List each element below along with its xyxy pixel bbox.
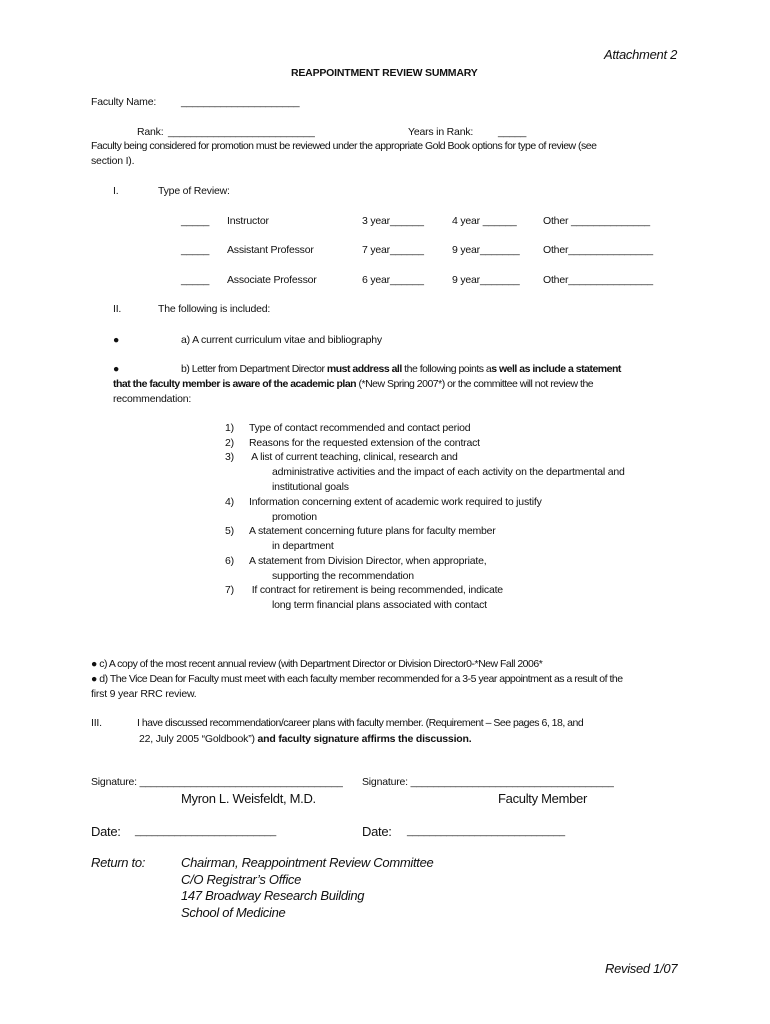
- point-text: in department: [272, 540, 334, 552]
- point-number: 2): [225, 437, 234, 449]
- review-option-other[interactable]: Other ______________: [543, 215, 650, 227]
- item-b-text: b) Letter from Department Director: [181, 363, 327, 375]
- review-check-field[interactable]: _____: [181, 274, 210, 286]
- revision-label: Revised 1/07: [605, 961, 678, 976]
- section-3-line-2: [139, 733, 471, 745]
- point-text: institutional goals: [272, 481, 349, 493]
- signature-label: Signature:: [91, 776, 137, 788]
- point-number: 6): [225, 555, 234, 567]
- review-option-2[interactable]: 4 year ______: [452, 215, 517, 227]
- date-field-left[interactable]: _________________________: [135, 825, 276, 837]
- point-text: Reasons for the requested extension of the contract: [249, 437, 480, 449]
- signer-name-right: Faculty Member: [498, 791, 587, 806]
- review-option-1[interactable]: 7 year______: [362, 244, 424, 256]
- point-text: Information concerning extent of academic work required to justify: [249, 496, 542, 508]
- signature-field-left[interactable]: ____________________________________: [139, 776, 343, 788]
- review-option-other[interactable]: Other_______________: [543, 244, 653, 256]
- rank-label: Rank:: [137, 126, 164, 138]
- item-d-line-1: ● d) The Vice Dean for Faculty must meet with each faculty member recommended for a 3-5 year appointment as a result of the: [91, 673, 623, 685]
- years-in-rank-field[interactable]: _____: [498, 126, 527, 138]
- point-text: supporting the recommendation: [272, 570, 414, 582]
- faculty-name-field[interactable]: _____________________: [181, 96, 300, 108]
- section-3-numeral: III.: [91, 717, 102, 729]
- return-address-line: Chairman, Reappointment Review Committee: [181, 855, 434, 870]
- section-3-text: 22, July 2005 “Goldbook”): [139, 733, 258, 745]
- item-b-text: (*New Spring 2007*) or the committee will not review the: [356, 378, 594, 390]
- signer-name-left: Myron L. Weisfeldt, M.D.: [181, 791, 316, 806]
- intro-line-2: section I).: [91, 155, 135, 167]
- section-1-heading: Type of Review:: [158, 185, 230, 197]
- section-2-numeral: II.: [113, 303, 122, 315]
- point-text: Type of contact recommended and contact period: [249, 422, 471, 434]
- signature-label-left: [91, 776, 343, 788]
- section-3-emphasis: and faculty signature affirms the discussion.: [257, 733, 472, 745]
- point-number: 7): [225, 584, 234, 596]
- review-type-label: Assistant Professor: [227, 244, 314, 256]
- section-3-line-1: I have discussed recommendation/career plans with faculty member. (Requirement – See pages 6, 18, and: [137, 717, 584, 729]
- review-option-1[interactable]: 6 year______: [362, 274, 424, 286]
- review-option-other[interactable]: Other_______________: [543, 274, 653, 286]
- item-c: ● c) A copy of the most recent annual review (with Department Director or Division Director0-*New Fall 2006*: [91, 658, 543, 670]
- point-text: A statement concerning future plans for faculty member: [249, 525, 496, 537]
- item-b-line-3: recommendation:: [113, 393, 192, 405]
- review-check-field[interactable]: _____: [181, 215, 210, 227]
- review-type-label: Instructor: [227, 215, 269, 227]
- point-number: 4): [225, 496, 234, 508]
- bullet: ●: [113, 334, 120, 346]
- item-a: a) A current curriculum vitae and bibliography: [181, 334, 382, 346]
- item-d-line-2: first 9 year RRC review.: [91, 688, 197, 700]
- point-number: 3): [225, 451, 234, 463]
- return-address-line: School of Medicine: [181, 905, 286, 920]
- return-address-line: C/O Registrar’s Office: [181, 872, 302, 887]
- attachment-label: Attachment 2: [604, 47, 677, 62]
- review-type-label: Associate Professor: [227, 274, 317, 286]
- item-b-emphasis: must address all: [326, 363, 402, 375]
- point-text: A list of current teaching, clinical, research and: [249, 451, 458, 463]
- date-label-left: Date:: [91, 824, 121, 839]
- review-option-1[interactable]: 3 year______: [362, 215, 424, 227]
- section-1-numeral: I.: [113, 185, 119, 197]
- item-b-line-2: [113, 378, 593, 390]
- signature-label: Signature:: [362, 776, 408, 788]
- point-text: A statement from Division Director, when appropriate,: [249, 555, 487, 567]
- page-title: REAPPOINTMENT REVIEW SUMMARY: [291, 67, 478, 79]
- item-b-line-1: [181, 363, 621, 375]
- signature-field-right[interactable]: ____________________________________: [410, 776, 614, 788]
- years-in-rank-label: Years in Rank:: [408, 126, 474, 138]
- point-text: If contract for retirement is being recommended, indicate: [249, 584, 503, 596]
- review-option-2[interactable]: 9 year_______: [452, 274, 520, 286]
- date-field-right[interactable]: ____________________________: [407, 825, 565, 837]
- faculty-name-label: Faculty Name:: [91, 96, 157, 108]
- bullet: ●: [113, 363, 120, 375]
- signature-label-right: [362, 776, 614, 788]
- item-b-emphasis: s well as include a statement: [491, 363, 621, 375]
- intro-line-1: Faculty being considered for promotion must be reviewed under the appropriate Gold Book options for type of review (see: [91, 140, 597, 152]
- point-number: 5): [225, 525, 234, 537]
- review-option-2[interactable]: 9 year_______: [452, 244, 520, 256]
- point-text: promotion: [272, 511, 317, 523]
- review-check-field[interactable]: _____: [181, 244, 210, 256]
- point-text: long term financial plans associated with contact: [272, 599, 487, 611]
- return-address-line: 147 Broadway Research Building: [181, 888, 365, 903]
- item-b-emphasis: that the faculty member is aware of the academic plan: [113, 378, 357, 390]
- date-label-right: Date:: [362, 824, 392, 839]
- section-2-heading: The following is included:: [158, 303, 271, 315]
- point-text: administrative activities and the impact of each activity on the departmental and: [272, 466, 625, 478]
- return-to-label: Return to:: [91, 855, 146, 870]
- rank-field[interactable]: __________________________: [168, 126, 315, 138]
- item-b-text: the following points a: [401, 363, 492, 375]
- point-number: 1): [225, 422, 234, 434]
